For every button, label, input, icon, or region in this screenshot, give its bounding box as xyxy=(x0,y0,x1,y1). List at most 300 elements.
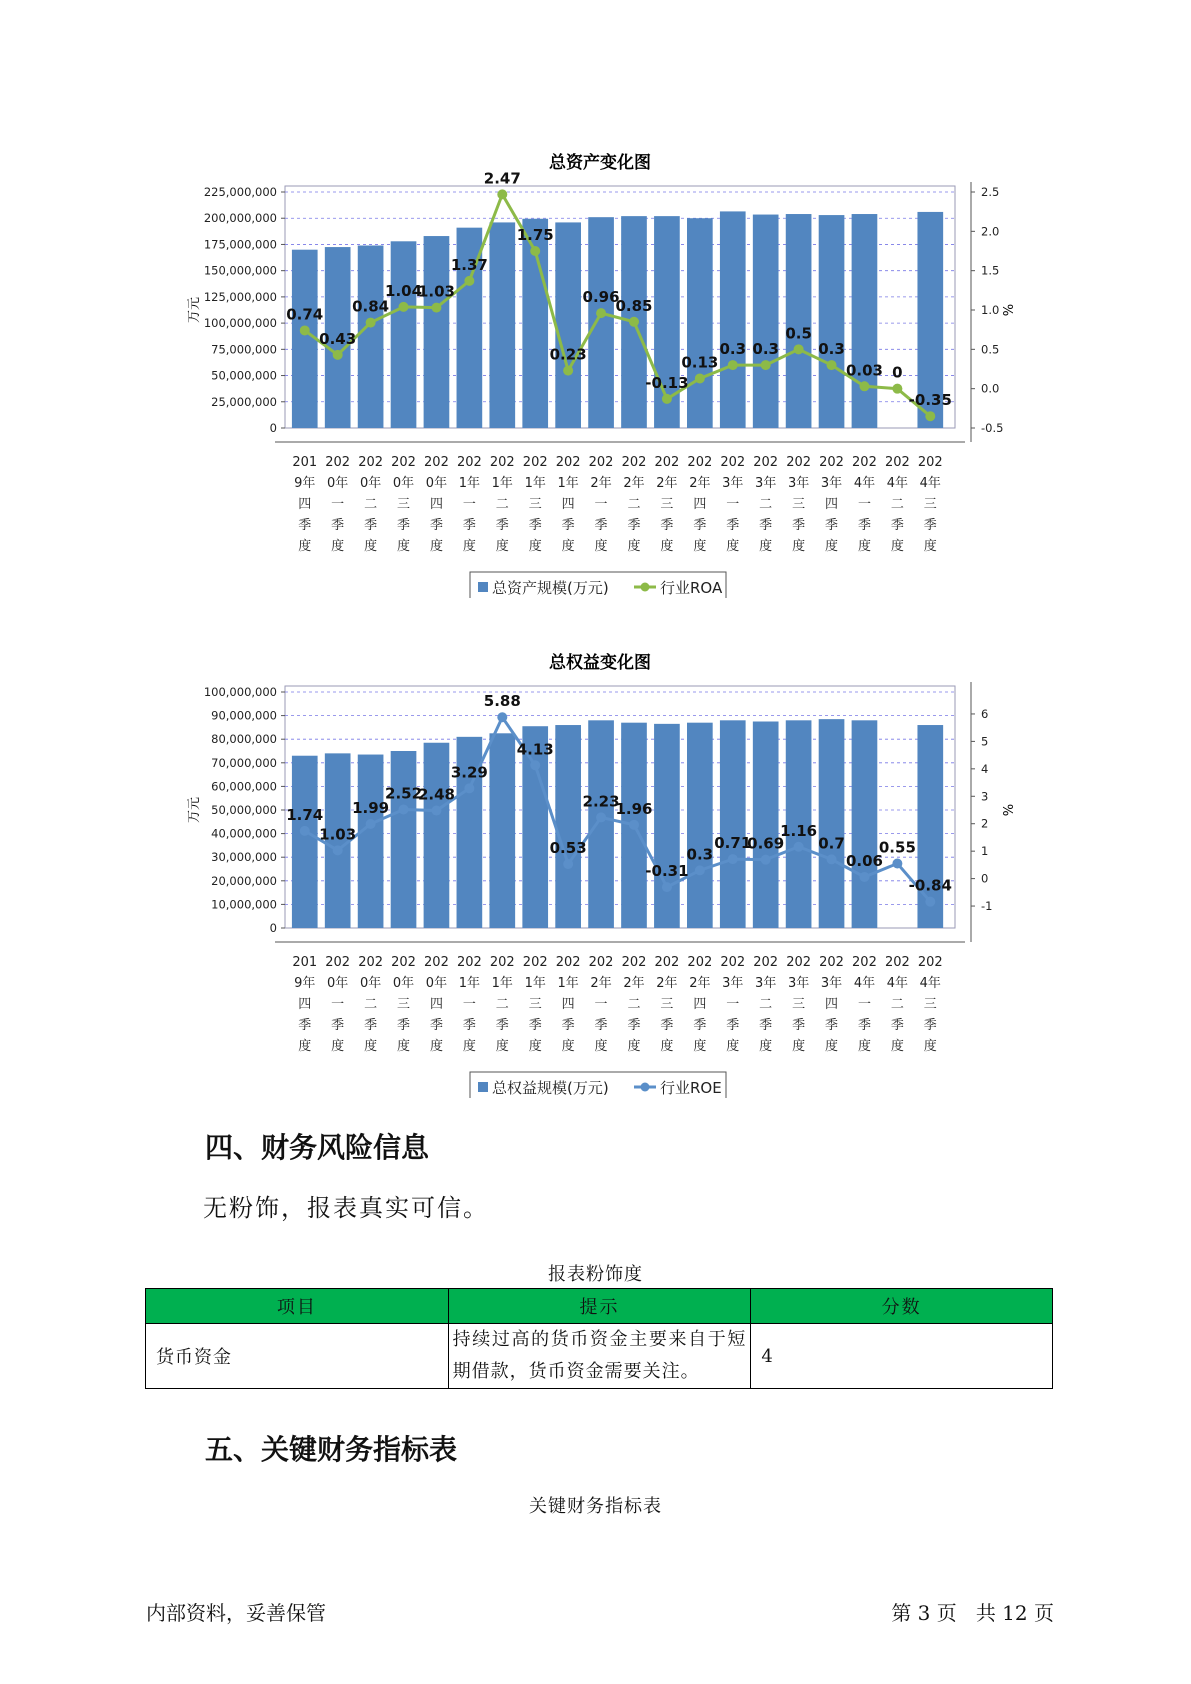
x-tick-label: 202 xyxy=(720,455,746,470)
x-tick-label: 0年 xyxy=(327,476,349,491)
x-tick-label: 二 xyxy=(627,497,641,512)
bar xyxy=(687,723,713,928)
y-tick-label: 225,000,000 xyxy=(203,185,277,199)
data-label: 2.52 xyxy=(385,784,423,803)
x-tick-label: 202 xyxy=(522,955,548,970)
x-tick-label: 4年 xyxy=(853,976,876,991)
y2-tick-label: 2 xyxy=(981,816,989,831)
y-tick-label: 0 xyxy=(269,921,277,935)
x-tick-label: 季 xyxy=(561,1018,575,1033)
x-tick-label: 度 xyxy=(594,1039,608,1054)
x-tick-label: 度 xyxy=(890,539,904,554)
x-tick-label: 4年 xyxy=(919,476,941,491)
x-tick-label: 4年 xyxy=(853,476,876,491)
x-tick-label: 201 xyxy=(292,955,318,970)
line-point xyxy=(761,855,771,865)
x-tick-label: 度 xyxy=(825,539,839,554)
data-label: 1.16 xyxy=(780,821,818,840)
x-tick-label: 三 xyxy=(660,497,674,512)
x-tick-label: 202 xyxy=(325,955,351,970)
x-tick-label: 季 xyxy=(726,1018,740,1033)
x-tick-label: 一 xyxy=(462,997,476,1012)
x-tick-label: 四 xyxy=(561,997,575,1012)
line-point xyxy=(859,381,869,391)
x-tick-label: 1年 xyxy=(524,976,546,991)
x-tick-label: 度 xyxy=(331,1039,345,1054)
bar xyxy=(391,241,417,428)
x-tick-label: 度 xyxy=(462,539,476,554)
x-tick-label: 202 xyxy=(654,955,680,970)
y-tick-label: 40,000,000 xyxy=(211,826,277,841)
y-tick-label: 100,000,000 xyxy=(203,685,277,699)
x-tick-label: 二 xyxy=(364,497,378,512)
x-tick-label: 四 xyxy=(298,997,312,1012)
data-label: -0.84 xyxy=(908,876,952,895)
x-tick-label: 202 xyxy=(424,455,449,470)
x-tick-label: 3年 xyxy=(755,976,777,991)
data-label: 0.74 xyxy=(286,305,324,324)
x-tick-label: 度 xyxy=(923,1039,937,1054)
data-label: -0.13 xyxy=(645,373,689,392)
x-tick-label: 度 xyxy=(462,1039,476,1054)
x-tick-label: 季 xyxy=(364,518,378,533)
x-tick-label: 度 xyxy=(495,539,509,554)
line-point xyxy=(300,826,310,836)
line-point xyxy=(366,318,376,328)
x-tick-label: 202 xyxy=(917,955,943,970)
x-tick-label: 季 xyxy=(759,1018,773,1033)
x-tick-label: 季 xyxy=(857,518,871,533)
x-tick-label: 季 xyxy=(298,1018,312,1033)
x-tick-label: 度 xyxy=(759,539,773,554)
x-tick-label: 202 xyxy=(654,455,680,470)
x-tick-label: 四 xyxy=(429,997,443,1012)
section-5-heading: 五、关键财务指标表 xyxy=(205,1433,458,1466)
line-point xyxy=(596,308,606,318)
table-header-row xyxy=(146,1289,1053,1324)
x-tick-label: 四 xyxy=(825,997,839,1012)
x-tick-label: 度 xyxy=(298,1039,312,1054)
data-label: 2.48 xyxy=(417,785,455,804)
x-tick-label: 度 xyxy=(759,1039,773,1054)
cell-hint: 持续过高的货币资金主要来自于短期借款，货币资金需要关注。 xyxy=(448,1324,751,1389)
y2-tick-label: 2.0 xyxy=(981,224,1000,239)
x-tick-label: 202 xyxy=(456,455,482,470)
x-tick-label: 0年 xyxy=(359,476,382,491)
x-tick-label: 四 xyxy=(298,497,312,512)
line-point xyxy=(300,325,310,335)
legend-bar-label: 总资产规模(万元) xyxy=(492,579,609,597)
x-tick-label: 季 xyxy=(890,518,904,533)
chart-title: 总资产变化图 xyxy=(549,153,651,173)
x-tick-label: 202 xyxy=(720,955,746,970)
x-tick-label: 度 xyxy=(627,1039,641,1054)
x-tick-label: 二 xyxy=(364,997,378,1012)
y-tick-label: 90,000,000 xyxy=(211,708,277,723)
data-label: 0.55 xyxy=(878,838,916,857)
y-tick-label: 70,000,000 xyxy=(211,755,277,770)
x-tick-label: 9年 xyxy=(294,476,316,491)
x-tick-label: 度 xyxy=(627,539,641,554)
x-tick-label: 度 xyxy=(528,539,542,554)
x-tick-label: 三 xyxy=(792,497,806,512)
x-tick-label: 度 xyxy=(825,1039,839,1054)
line-point xyxy=(629,820,639,830)
x-tick-label: 度 xyxy=(660,1039,674,1054)
y-axis-label: 万元 xyxy=(187,796,202,824)
line-point xyxy=(662,882,672,892)
data-label: 0.84 xyxy=(352,297,390,316)
x-tick-label: 季 xyxy=(495,518,509,533)
x-tick-label: 季 xyxy=(660,518,674,533)
x-tick-label: 季 xyxy=(397,518,411,533)
line-point xyxy=(925,411,935,421)
x-tick-label: 2年 xyxy=(590,976,612,991)
y2-tick-label: 5 xyxy=(981,734,989,749)
line-point xyxy=(761,360,771,370)
data-label: 0.3 xyxy=(686,845,714,864)
x-tick-label: 2年 xyxy=(656,976,678,991)
y2-tick-label: 3 xyxy=(981,789,989,804)
bar xyxy=(489,222,515,428)
y-tick-label: 175,000,000 xyxy=(203,237,277,252)
x-tick-label: 202 xyxy=(753,955,779,970)
column-header-score: 分数 xyxy=(751,1289,1053,1324)
x-tick-label: 2年 xyxy=(689,476,711,491)
x-tick-label: 度 xyxy=(693,539,707,554)
y2-tick-label: 1 xyxy=(981,844,989,859)
x-tick-label: 度 xyxy=(660,539,674,554)
x-tick-label: 2年 xyxy=(590,476,612,491)
line-point xyxy=(892,384,902,394)
data-label: 0.3 xyxy=(719,340,747,359)
line-point xyxy=(530,760,540,770)
data-label: 0.69 xyxy=(747,834,785,853)
line-point xyxy=(399,302,409,312)
bar xyxy=(720,720,746,928)
total-assets-chart-svg xyxy=(0,138,1191,598)
x-tick-label: 度 xyxy=(923,539,937,554)
x-tick-label: 季 xyxy=(298,518,312,533)
x-tick-label: 202 xyxy=(555,455,581,470)
x-tick-label: 201 xyxy=(292,455,318,470)
y-tick-label: 80,000,000 xyxy=(211,732,277,747)
x-tick-label: 季 xyxy=(429,1018,443,1033)
line-point xyxy=(827,360,837,370)
line-point xyxy=(464,783,474,793)
x-tick-label: 202 xyxy=(753,455,779,470)
x-tick-label: 季 xyxy=(923,518,937,533)
x-tick-label: 202 xyxy=(687,455,713,470)
bar xyxy=(489,733,515,928)
data-label: 0.7 xyxy=(818,834,845,853)
line-point xyxy=(464,276,474,286)
legend-line-label: 行业ROE xyxy=(660,1079,722,1097)
x-tick-label: 度 xyxy=(890,1039,904,1054)
whitewash-table xyxy=(145,1288,1053,1389)
legend-bar-label: 总权益规模(万元) xyxy=(492,1079,609,1097)
x-tick-label: 202 xyxy=(819,955,844,970)
bar xyxy=(852,214,878,428)
x-tick-label: 202 xyxy=(358,455,384,470)
x-tick-label: 季 xyxy=(397,1018,411,1033)
bar xyxy=(424,236,450,428)
y-tick-label: 50,000,000 xyxy=(211,368,277,383)
x-tick-label: 三 xyxy=(528,997,542,1012)
footer-confidential-note: 内部资料，妥善保管 xyxy=(146,1601,326,1625)
line-point xyxy=(497,189,507,199)
key-indicators-caption: 关键财务指标表 xyxy=(529,1496,662,1517)
x-tick-label: 季 xyxy=(825,1018,839,1033)
line-point xyxy=(333,845,343,855)
x-tick-label: 3年 xyxy=(820,976,843,991)
x-tick-label: 度 xyxy=(298,539,312,554)
x-tick-label: 度 xyxy=(528,1039,542,1054)
x-tick-label: 二 xyxy=(890,997,904,1012)
x-tick-label: 一 xyxy=(857,997,871,1012)
x-tick-label: 202 xyxy=(555,955,581,970)
x-tick-label: 三 xyxy=(923,997,937,1012)
y2-tick-label: 0.0 xyxy=(981,381,1000,396)
x-tick-label: 季 xyxy=(857,1018,871,1033)
x-tick-label: 度 xyxy=(792,1039,806,1054)
x-tick-label: 度 xyxy=(364,1039,378,1054)
x-tick-label: 度 xyxy=(495,1039,509,1054)
legend-line-label: 行业ROA xyxy=(660,579,723,597)
x-tick-label: 202 xyxy=(522,455,548,470)
line-point xyxy=(662,394,672,404)
risk-table-caption: 报表粉饰度 xyxy=(548,1264,643,1285)
line-point xyxy=(563,859,573,869)
y-tick-label: 100,000,000 xyxy=(203,316,277,331)
x-tick-label: 202 xyxy=(917,455,943,470)
x-tick-label: 季 xyxy=(429,518,443,533)
data-label: 1.96 xyxy=(615,799,653,818)
y2-tick-label: 0 xyxy=(981,871,989,886)
line-point xyxy=(695,865,705,875)
legend-line-marker xyxy=(641,1083,650,1092)
x-tick-label: 二 xyxy=(495,997,509,1012)
x-tick-label: 1年 xyxy=(557,976,579,991)
y-tick-label: 125,000,000 xyxy=(203,289,277,304)
data-label: 0.85 xyxy=(615,296,653,315)
line-point xyxy=(794,842,804,852)
x-tick-label: 季 xyxy=(759,518,773,533)
line-point xyxy=(399,804,409,814)
x-tick-label: 0年 xyxy=(425,476,448,491)
x-tick-label: 202 xyxy=(391,955,416,970)
cell-score: 4 xyxy=(751,1324,1053,1389)
data-label: 0.3 xyxy=(818,340,845,359)
x-tick-label: 202 xyxy=(358,955,384,970)
line-point xyxy=(530,246,540,256)
x-tick-label: 二 xyxy=(495,497,509,512)
x-tick-label: 季 xyxy=(331,518,345,533)
x-tick-label: 4年 xyxy=(886,476,909,491)
x-tick-label: 3年 xyxy=(755,476,777,491)
y-tick-label: 200,000,000 xyxy=(203,211,277,226)
data-label: 1.04 xyxy=(385,281,423,300)
x-tick-label: 季 xyxy=(627,1018,641,1033)
x-tick-label: 度 xyxy=(397,539,411,554)
y2-tick-label: 1.5 xyxy=(981,263,1000,278)
section-4-heading: 四、财务风险信息 xyxy=(205,1131,430,1164)
data-label: 0.96 xyxy=(582,288,620,307)
x-tick-label: 202 xyxy=(819,455,844,470)
x-tick-label: 3年 xyxy=(787,476,810,491)
x-tick-label: 季 xyxy=(825,518,839,533)
x-tick-label: 度 xyxy=(429,539,443,554)
cell-item: 货币资金 xyxy=(146,1324,449,1389)
x-tick-label: 0年 xyxy=(392,476,415,491)
y-tick-label: 30,000,000 xyxy=(211,850,277,865)
data-label: 0.5 xyxy=(785,324,812,343)
x-tick-label: 二 xyxy=(759,497,773,512)
x-tick-label: 202 xyxy=(588,955,614,970)
x-tick-label: 一 xyxy=(462,497,476,512)
x-tick-label: 四 xyxy=(693,997,707,1012)
x-tick-label: 3年 xyxy=(722,476,744,491)
x-tick-label: 0年 xyxy=(425,976,448,991)
x-tick-label: 四 xyxy=(561,497,575,512)
x-tick-label: 一 xyxy=(331,497,345,512)
bar xyxy=(852,720,878,928)
data-label: 2.23 xyxy=(582,792,620,811)
x-tick-label: 季 xyxy=(792,518,806,533)
column-header-hint: 提示 xyxy=(448,1289,751,1324)
y2-tick-label: 1.0 xyxy=(981,303,1000,317)
x-tick-label: 1年 xyxy=(458,976,481,991)
x-tick-label: 季 xyxy=(495,1018,509,1033)
x-tick-label: 度 xyxy=(594,539,608,554)
y-tick-label: 0 xyxy=(269,421,277,435)
data-label: 1.74 xyxy=(286,805,324,824)
data-label: 1.03 xyxy=(319,825,357,844)
x-tick-label: 1年 xyxy=(557,476,579,491)
x-tick-label: 202 xyxy=(489,455,515,470)
bar xyxy=(555,725,581,928)
x-tick-label: 季 xyxy=(726,518,740,533)
x-tick-label: 202 xyxy=(852,455,877,470)
legend-line-marker xyxy=(641,583,650,592)
line-point xyxy=(333,350,343,360)
x-tick-label: 季 xyxy=(693,518,707,533)
bar xyxy=(819,719,845,928)
line-point xyxy=(892,859,902,869)
y-tick-label: 25,000,000 xyxy=(211,394,277,409)
x-tick-label: 季 xyxy=(364,1018,378,1033)
x-tick-label: 四 xyxy=(429,497,443,512)
x-tick-label: 202 xyxy=(786,455,812,470)
x-tick-label: 四 xyxy=(693,497,707,512)
data-label: 5.88 xyxy=(483,692,521,711)
x-tick-label: 202 xyxy=(786,955,812,970)
x-tick-label: 一 xyxy=(594,997,608,1012)
x-tick-label: 二 xyxy=(627,997,641,1012)
x-tick-label: 一 xyxy=(726,997,740,1012)
y2-tick-label: -1 xyxy=(981,899,993,914)
x-tick-label: 季 xyxy=(561,518,575,533)
x-tick-label: 202 xyxy=(391,455,416,470)
bar xyxy=(819,215,845,428)
y2-tick-label: 4 xyxy=(981,761,989,776)
x-tick-label: 3年 xyxy=(722,976,744,991)
x-tick-label: 季 xyxy=(462,1018,476,1033)
data-label: 1.75 xyxy=(516,226,554,244)
data-label: 0 xyxy=(892,363,903,382)
y-axis-label: 万元 xyxy=(187,296,202,324)
data-label: 4.13 xyxy=(516,740,554,759)
total-equity-chart xyxy=(0,638,1191,1098)
x-tick-label: 1年 xyxy=(491,976,513,991)
y-tick-label: 10,000,000 xyxy=(211,897,277,912)
x-tick-label: 一 xyxy=(857,497,871,512)
x-tick-label: 202 xyxy=(621,455,647,470)
data-label: 1.99 xyxy=(352,798,390,817)
bar xyxy=(555,222,581,428)
x-tick-label: 度 xyxy=(726,1039,740,1054)
line-point xyxy=(925,897,935,907)
y2-axis-label: % xyxy=(999,303,1014,317)
x-tick-label: 202 xyxy=(621,955,647,970)
x-tick-label: 二 xyxy=(890,497,904,512)
x-tick-label: 四 xyxy=(825,497,839,512)
line-point xyxy=(728,360,738,370)
x-tick-label: 202 xyxy=(687,955,713,970)
x-tick-label: 季 xyxy=(660,1018,674,1033)
x-tick-label: 一 xyxy=(726,497,740,512)
bar xyxy=(358,245,384,428)
x-tick-label: 季 xyxy=(693,1018,707,1033)
x-tick-label: 度 xyxy=(397,1039,411,1054)
x-tick-label: 9年 xyxy=(294,976,316,991)
risk-summary-text: 无粉饰，报表真实可信。 xyxy=(203,1194,489,1222)
data-label: 0.03 xyxy=(845,361,883,380)
x-tick-label: 度 xyxy=(857,1039,871,1054)
x-tick-label: 季 xyxy=(627,518,641,533)
x-tick-label: 202 xyxy=(489,955,515,970)
chart-title: 总权益变化图 xyxy=(549,653,651,673)
x-tick-label: 1年 xyxy=(458,476,481,491)
x-tick-label: 2年 xyxy=(689,976,711,991)
line-point xyxy=(431,303,441,313)
x-tick-label: 0年 xyxy=(359,976,382,991)
x-tick-label: 202 xyxy=(852,955,877,970)
bar xyxy=(753,215,779,428)
x-tick-label: 202 xyxy=(588,455,614,470)
data-label: 0.23 xyxy=(549,345,587,364)
line-point xyxy=(596,812,606,822)
x-tick-label: 202 xyxy=(456,955,482,970)
x-tick-label: 0年 xyxy=(392,976,415,991)
x-tick-label: 季 xyxy=(923,1018,937,1033)
x-tick-label: 度 xyxy=(693,1039,707,1054)
footer-page-number: 第 3 页 共 12 页 xyxy=(891,1601,1054,1625)
bar xyxy=(654,724,680,928)
x-tick-label: 季 xyxy=(594,518,608,533)
x-tick-label: 一 xyxy=(594,497,608,512)
x-tick-label: 3年 xyxy=(787,976,810,991)
x-tick-label: 3年 xyxy=(820,476,843,491)
data-label: 1.03 xyxy=(417,282,455,301)
x-tick-label: 三 xyxy=(792,997,806,1012)
x-tick-label: 三 xyxy=(660,997,674,1012)
data-label: 3.29 xyxy=(450,763,488,782)
line-point xyxy=(366,819,376,829)
x-tick-label: 度 xyxy=(331,539,345,554)
x-tick-label: 季 xyxy=(331,1018,345,1033)
data-label: 0.06 xyxy=(845,851,883,870)
